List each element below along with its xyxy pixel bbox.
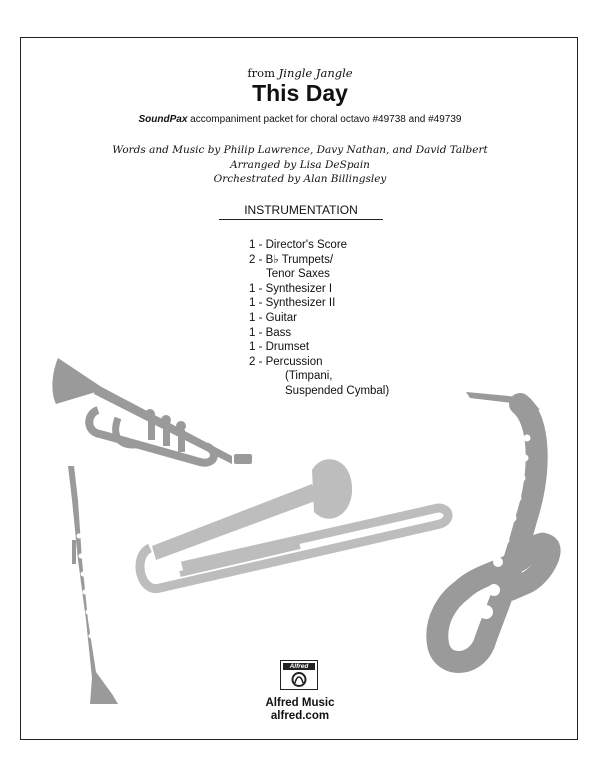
list-item: 1 - Guitar [249,311,297,324]
saxophone-icon [437,392,553,662]
page-title: This Day [252,80,348,106]
list-item: 1 - Drumset [249,341,310,354]
soundpax-text: accompaniment packet for choral octavo #49738 and #49739 [187,114,462,125]
list-item: 1 - Synthesizer I [249,282,333,295]
instrumentation-heading: INSTRUMENTATION [219,203,383,220]
source-title: Jingle Jangle [278,66,353,80]
soundpax-brand: SoundPax [138,114,188,125]
list-item: 2 - Percussion [249,355,323,368]
alfred-logo [280,660,318,690]
publisher-name: Alfred Music [265,697,335,709]
alfred-logo-text: Alfred [283,663,315,670]
trombone-icon [140,459,448,588]
list-item: 1 - Synthesizer II [249,297,336,310]
list-item: Tenor Saxes [266,268,330,281]
credit-orchestrated: Orchestrated by Alan Billingsley [213,173,387,185]
publisher-block [0,697,600,723]
publisher-url: alfred.com [270,710,330,722]
list-item: 1 - Bass [249,326,292,339]
list-item: (Timpani, [285,370,333,383]
source-prefix: from [247,66,279,80]
alfred-emblem-icon [287,672,311,687]
clarinet-icon [68,466,118,704]
credit-words-music: Words and Music by Philip Lawrence, Davy Nathan, and David Talbert [112,144,488,156]
credit-arranged: Arranged by Lisa DeSpain [230,158,370,171]
trumpet-icon [52,358,252,464]
list-item: 2 - B♭ Trumpets/ [249,253,334,266]
list-item: 1 - Director's Score [249,239,348,251]
list-item: Suspended Cymbal) [285,384,390,397]
